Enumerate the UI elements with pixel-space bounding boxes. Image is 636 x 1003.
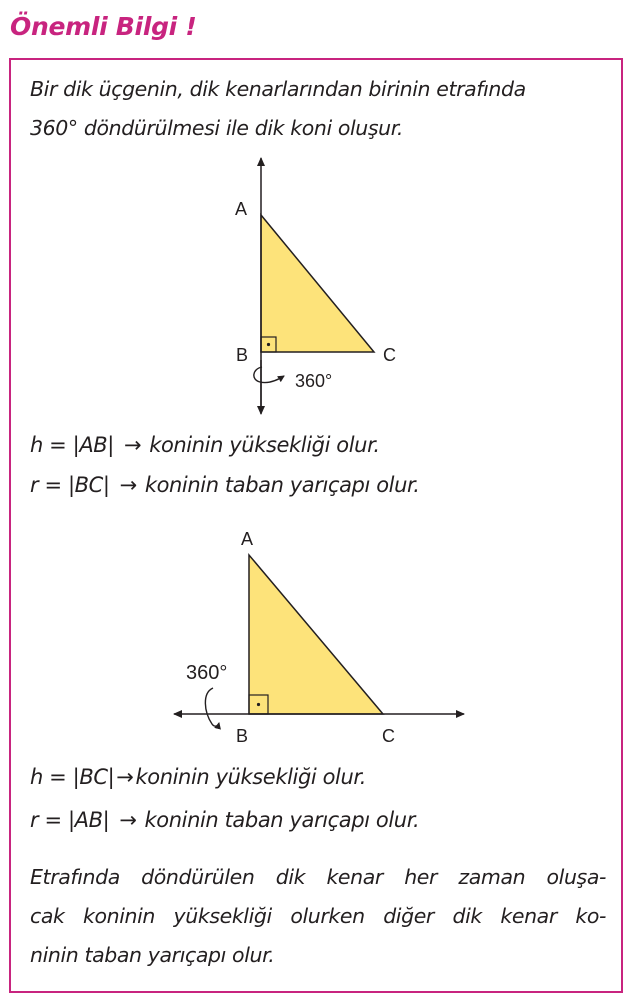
formula-lhs: h = |BC| <box>30 765 115 789</box>
label-a-1: A <box>235 199 248 219</box>
arrow-icon: → <box>116 765 134 789</box>
conclusion-line-2: cak koninin yüksekliği olurken diğer dik kenar ko- <box>30 904 606 928</box>
formula-lhs: r = |BC| <box>30 473 110 497</box>
label-b-2: B <box>236 726 249 746</box>
rotation-arrow-1 <box>254 367 284 383</box>
conclusion-line-3: ninin taban yarıçapı olur. <box>30 943 275 967</box>
label-b-1: B <box>236 345 249 365</box>
rotation-arrow-2 <box>205 688 219 726</box>
formula-row <box>30 765 366 789</box>
formula-rhs: koninin taban yarıçapı olur. <box>144 473 420 497</box>
triangle-1 <box>261 215 374 352</box>
right-angle-dot-2 <box>257 703 260 706</box>
figure-2 <box>174 529 464 746</box>
figure-1 <box>235 158 396 414</box>
intro-line-2: 360° döndürülmesi ile dik koni oluşur. <box>30 116 404 140</box>
formula-row <box>30 473 420 497</box>
conclusion-line-1: Etrafında döndürülen dik kenar her zaman oluşa- <box>30 865 606 889</box>
angle-label-2: 360° <box>186 662 228 684</box>
angle-label-1: 360° <box>295 371 333 391</box>
arrow-icon: → <box>119 808 137 832</box>
info-title: Önemli Bilgi ! <box>10 12 197 41</box>
formula-rhs: koninin yüksekliği olur. <box>149 433 380 457</box>
formula-lhs: r = |AB| <box>30 808 110 832</box>
arrow-icon: → <box>123 433 142 457</box>
triangle-2 <box>249 555 383 714</box>
conclusion-paragraph <box>30 858 606 975</box>
formula-row <box>30 808 419 832</box>
right-angle-dot-1 <box>267 343 270 346</box>
formula-lhs: h = |AB| <box>30 433 114 457</box>
arrow-icon: → <box>119 473 137 497</box>
formula-rhs: koninin yüksekliği olur. <box>135 765 366 789</box>
formula-rhs: koninin taban yarıçapı olur. <box>144 808 420 832</box>
intro-line-1: Bir dik üçgenin, dik kenarlarından birinin etrafında <box>30 77 526 101</box>
label-a-2: A <box>241 529 254 549</box>
label-c-1: C <box>383 345 396 365</box>
label-c-2: C <box>382 726 395 746</box>
formula-row <box>30 433 380 457</box>
